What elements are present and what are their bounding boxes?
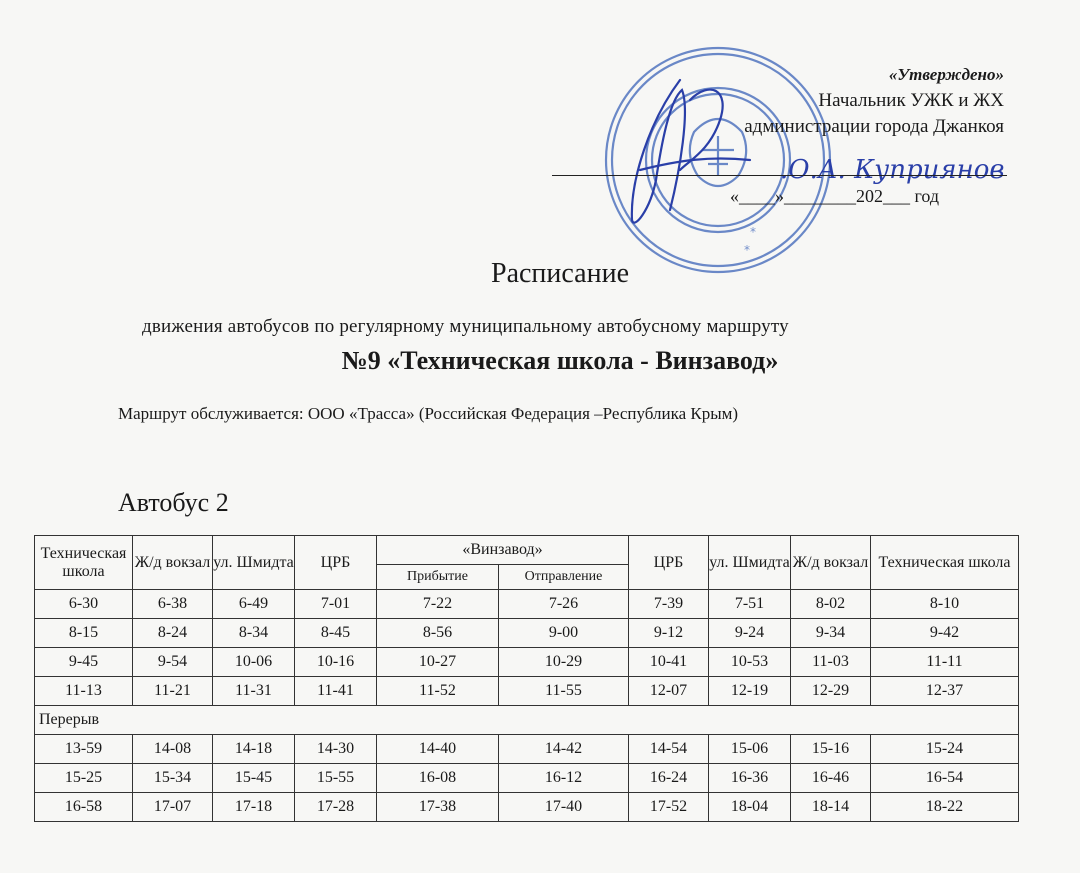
signature-line xyxy=(552,175,1007,176)
table-cell: 16-46 xyxy=(791,764,871,793)
table-cell: 14-18 xyxy=(213,735,295,764)
table-cell: 8-24 xyxy=(133,619,213,648)
table-row xyxy=(35,590,1019,619)
table-row xyxy=(35,648,1019,677)
table-cell: 17-18 xyxy=(213,793,295,822)
table-cell: 15-16 xyxy=(791,735,871,764)
header-schmidt-street-return: ул. Шмидта xyxy=(709,536,791,590)
table-cell: 9-24 xyxy=(709,619,791,648)
table-cell: 14-42 xyxy=(499,735,629,764)
schedule-table xyxy=(34,535,1019,822)
table-cell: 10-06 xyxy=(213,648,295,677)
schedule-break-body xyxy=(35,706,1019,735)
approval-label: «Утверждено» xyxy=(888,65,1004,84)
document-title: Расписание xyxy=(491,258,629,289)
table-cell: 7-26 xyxy=(499,590,629,619)
svg-text:*: * xyxy=(750,225,756,239)
signature-name: .О.А. Куприянов xyxy=(780,155,1005,185)
table-cell: 12-37 xyxy=(871,677,1019,706)
table-cell: 11-55 xyxy=(499,677,629,706)
schedule-body-before-break xyxy=(35,590,1019,706)
table-cell: 16-54 xyxy=(871,764,1019,793)
table-row xyxy=(35,793,1019,822)
table-cell: 9-54 xyxy=(133,648,213,677)
approval-position-line2: администрации города Джанкоя xyxy=(744,116,1004,137)
table-cell: 18-04 xyxy=(709,793,791,822)
table-cell: 17-40 xyxy=(499,793,629,822)
table-row xyxy=(35,677,1019,706)
table-cell: 9-45 xyxy=(35,648,133,677)
route-operator: Маршрут обслуживается: ООО «Трасса» (Российская Федерация –Республика Крым) xyxy=(118,404,739,423)
table-cell: 10-41 xyxy=(629,648,709,677)
table-cell: 8-10 xyxy=(871,590,1019,619)
table-cell: 18-14 xyxy=(791,793,871,822)
table-cell: 14-08 xyxy=(133,735,213,764)
table-cell: 12-07 xyxy=(629,677,709,706)
header-winery: «Винзавод» xyxy=(377,536,629,565)
table-cell: 15-24 xyxy=(871,735,1019,764)
table-cell: 16-12 xyxy=(499,764,629,793)
header-arrival: Прибытие xyxy=(377,565,499,590)
table-cell: 10-27 xyxy=(377,648,499,677)
table-cell: 15-06 xyxy=(709,735,791,764)
table-cell: 10-16 xyxy=(295,648,377,677)
header-crb: ЦРБ xyxy=(295,536,377,590)
schedule-body-after-break xyxy=(35,735,1019,822)
header-railway-station-return: Ж/д вокзал xyxy=(791,536,871,590)
table-cell: 9-12 xyxy=(629,619,709,648)
table-cell: 17-28 xyxy=(295,793,377,822)
table-cell: 11-11 xyxy=(871,648,1019,677)
table-cell: 11-31 xyxy=(213,677,295,706)
break-label: Перерыв xyxy=(35,706,1019,735)
table-cell: 7-39 xyxy=(629,590,709,619)
header-railway-station: Ж/д вокзал xyxy=(133,536,213,590)
table-cell: 8-15 xyxy=(35,619,133,648)
table-row xyxy=(35,735,1019,764)
header-crb-return: ЦРБ xyxy=(629,536,709,590)
table-cell: 7-22 xyxy=(377,590,499,619)
table-cell: 16-08 xyxy=(377,764,499,793)
table-cell: 12-19 xyxy=(709,677,791,706)
table-cell: 17-38 xyxy=(377,793,499,822)
route-title: №9 «Техническая школа - Винзавод» xyxy=(341,346,779,375)
table-row xyxy=(35,619,1019,648)
table-cell: 12-29 xyxy=(791,677,871,706)
table-cell: 17-52 xyxy=(629,793,709,822)
table-cell: 14-54 xyxy=(629,735,709,764)
table-cell: 6-30 xyxy=(35,590,133,619)
table-cell: 13-59 xyxy=(35,735,133,764)
table-cell: 11-41 xyxy=(295,677,377,706)
table-cell: 10-53 xyxy=(709,648,791,677)
document-subtitle: движения автобусов по регулярному муниципальному автобусному маршруту xyxy=(142,316,789,337)
table-cell: 8-34 xyxy=(213,619,295,648)
table-cell: 17-07 xyxy=(133,793,213,822)
break-row xyxy=(35,706,1019,735)
table-cell: 11-21 xyxy=(133,677,213,706)
table-cell: 16-36 xyxy=(709,764,791,793)
table-row xyxy=(35,764,1019,793)
approval-block xyxy=(744,62,1004,140)
table-cell: 8-56 xyxy=(377,619,499,648)
table-cell: 7-01 xyxy=(295,590,377,619)
table-cell: 6-38 xyxy=(133,590,213,619)
table-cell: 9-34 xyxy=(791,619,871,648)
header-tech-school: Техническая школа xyxy=(35,536,133,590)
svg-text:*: * xyxy=(744,243,750,257)
table-cell: 7-51 xyxy=(709,590,791,619)
table-cell: 16-24 xyxy=(629,764,709,793)
header-schmidt-street: ул. Шмидта xyxy=(213,536,295,590)
approval-position-line1: Начальник УЖК и ЖХ xyxy=(818,90,1004,111)
header-departure: Отправление xyxy=(499,565,629,590)
table-cell: 8-02 xyxy=(791,590,871,619)
table-cell: 14-30 xyxy=(295,735,377,764)
table-cell: 11-13 xyxy=(35,677,133,706)
approval-date-line: «____»________202___ год xyxy=(730,186,940,206)
table-cell: 16-58 xyxy=(35,793,133,822)
table-cell: 10-29 xyxy=(499,648,629,677)
header-tech-school-return: Техническая школа xyxy=(871,536,1019,590)
table-cell: 18-22 xyxy=(871,793,1019,822)
table-cell: 15-45 xyxy=(213,764,295,793)
table-cell: 11-03 xyxy=(791,648,871,677)
table-cell: 15-55 xyxy=(295,764,377,793)
table-cell: 8-45 xyxy=(295,619,377,648)
table-cell: 15-34 xyxy=(133,764,213,793)
table-cell: 9-42 xyxy=(871,619,1019,648)
table-cell: 9-00 xyxy=(499,619,629,648)
bus-label: Автобус 2 xyxy=(118,488,229,517)
table-cell: 14-40 xyxy=(377,735,499,764)
table-cell: 6-49 xyxy=(213,590,295,619)
table-cell: 11-52 xyxy=(377,677,499,706)
table-cell: 15-25 xyxy=(35,764,133,793)
